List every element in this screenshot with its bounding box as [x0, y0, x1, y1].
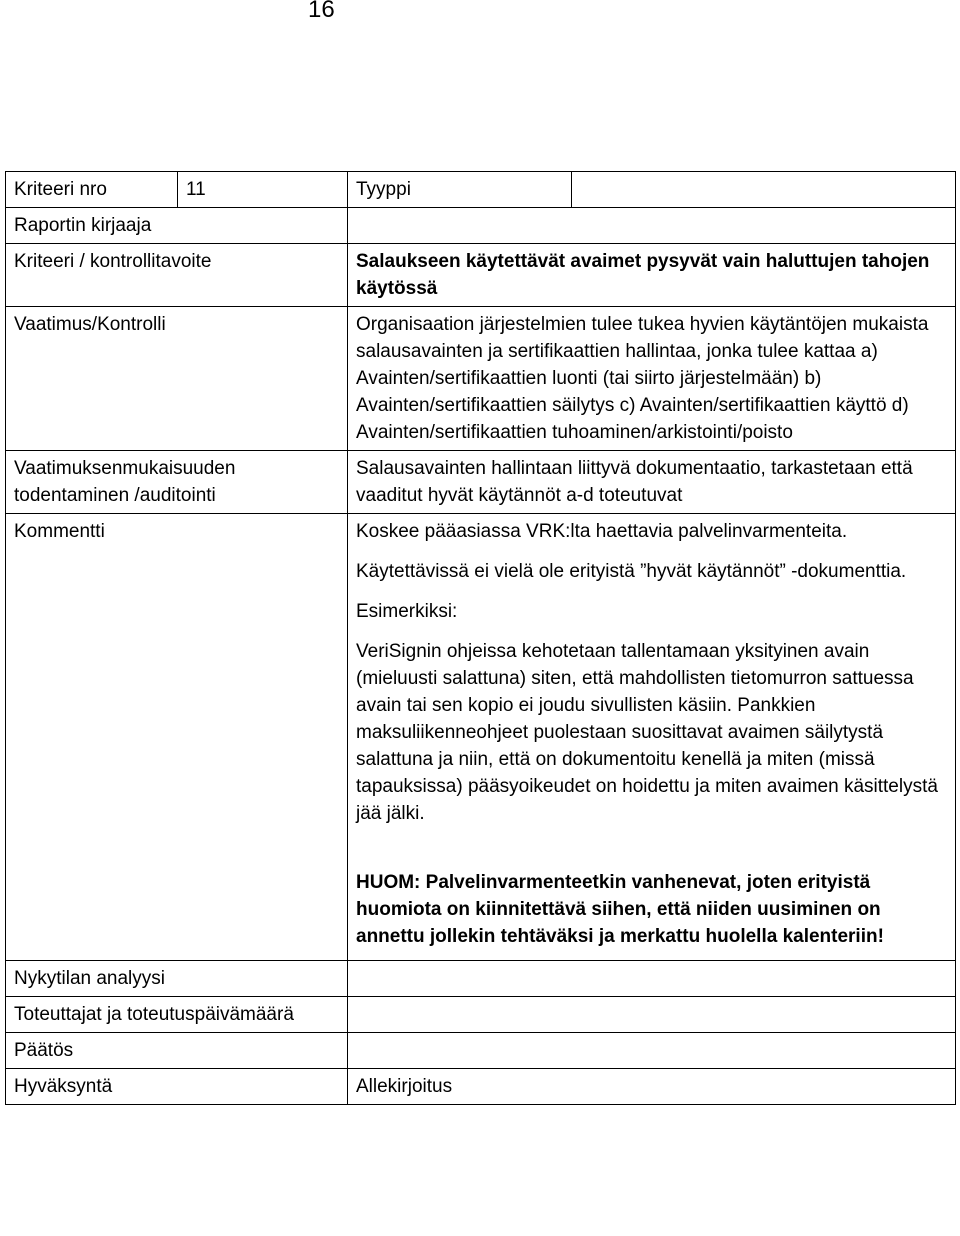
- row-reporter: [6, 208, 956, 244]
- row-analysis: [6, 961, 956, 997]
- analysis-label: Nykytilan analyysi: [6, 961, 348, 997]
- comment-note: HUOM: Palvelinvarmenteetkin vanhenevat, joten erityistä huomiota on kiinnitettävä siihen, että niiden uusiminen on annettu jollekin tehtäväksi ja merkattu huolella kalenteriin!: [356, 872, 884, 947]
- implementers-value: [348, 997, 956, 1033]
- row-approval: [6, 1069, 956, 1105]
- row-comment: [6, 514, 956, 961]
- row-requirement: [6, 307, 956, 451]
- row-decision: [6, 1033, 956, 1069]
- objective-label: Kriteeri / kontrollitavoite: [6, 244, 348, 307]
- comment-value: [348, 514, 956, 961]
- reporter-label: Raportin kirjaaja: [6, 208, 348, 244]
- row-criterion-number: [6, 172, 956, 208]
- type-label: Tyyppi: [348, 172, 572, 208]
- comment-paragraph-1: Koskee pääasiassa VRK:lta haettavia palvelinvarmenteita.: [356, 521, 848, 542]
- comment-label: Kommentti: [6, 514, 348, 961]
- type-value: [572, 172, 956, 208]
- reporter-value: [348, 208, 956, 244]
- verification-label: Vaatimuksenmukaisuuden todentaminen /auditointi: [6, 451, 348, 514]
- criterion-no-value: 11: [178, 172, 348, 208]
- row-implementers: [6, 997, 956, 1033]
- decision-value: [348, 1033, 956, 1069]
- signature-label: Allekirjoitus: [348, 1069, 956, 1105]
- comment-paragraph-2: Käytettävissä ei vielä ole erityistä ”hyvät käytännöt” -dokumenttia.: [356, 561, 907, 582]
- objective-value: Salaukseen käytettävät avaimet pysyvät vain haluttujen tahojen käytössä: [348, 244, 956, 307]
- row-verification: [6, 451, 956, 514]
- comment-paragraph-3: Esimerkiksi:: [356, 601, 458, 622]
- requirement-label: Vaatimus/Kontrolli: [6, 307, 348, 451]
- requirement-value: Organisaation järjestelmien tulee tukea hyvien käytäntöjen mukaista salausavainten ja sertifikaattien hallintaa, jonka tulee kattaa a) Avainten/sertifikaattien luonti (tai siirto järjestelmään) b) Avainten/sertifikaattien säilytys c) Avainten/sertifikaattien käyttö d) Avainten/sertifikaattien tuhoaminen/arkistointi/poisto: [348, 307, 956, 451]
- analysis-value: [348, 961, 956, 997]
- implementers-label: Toteuttajat ja toteutuspäivämäärä: [6, 997, 348, 1033]
- approval-label: Hyväksyntä: [6, 1069, 348, 1105]
- decision-label: Päätös: [6, 1033, 348, 1069]
- page-number: 16: [308, 0, 335, 23]
- row-objective: [6, 244, 956, 307]
- comment-paragraph-4: VeriSignin ohjeissa kehotetaan tallentamaan yksityinen avain (mieluusti salattuna) siten, että mahdollisten tietomurron sattuessa avain tai sen kopio ei joudu sivullisten käsiin. Pankkien maksuliikenneohjeet puolestaan suosittavat avaimen säilytystä salattuna ja niin, että on dokumentoitu kenellä ja miten (missä tapauksissa) pääsyoikeudet on hoidettu ja miten avaimen käsittelystä jää jälki.: [356, 641, 938, 824]
- criterion-no-label: Kriteeri nro: [6, 172, 178, 208]
- criteria-table: [5, 171, 956, 1105]
- verification-value: Salausavainten hallintaan liittyvä dokumentaatio, tarkastetaan että vaaditut hyvät käytännöt a-d toteutuvat: [348, 451, 956, 514]
